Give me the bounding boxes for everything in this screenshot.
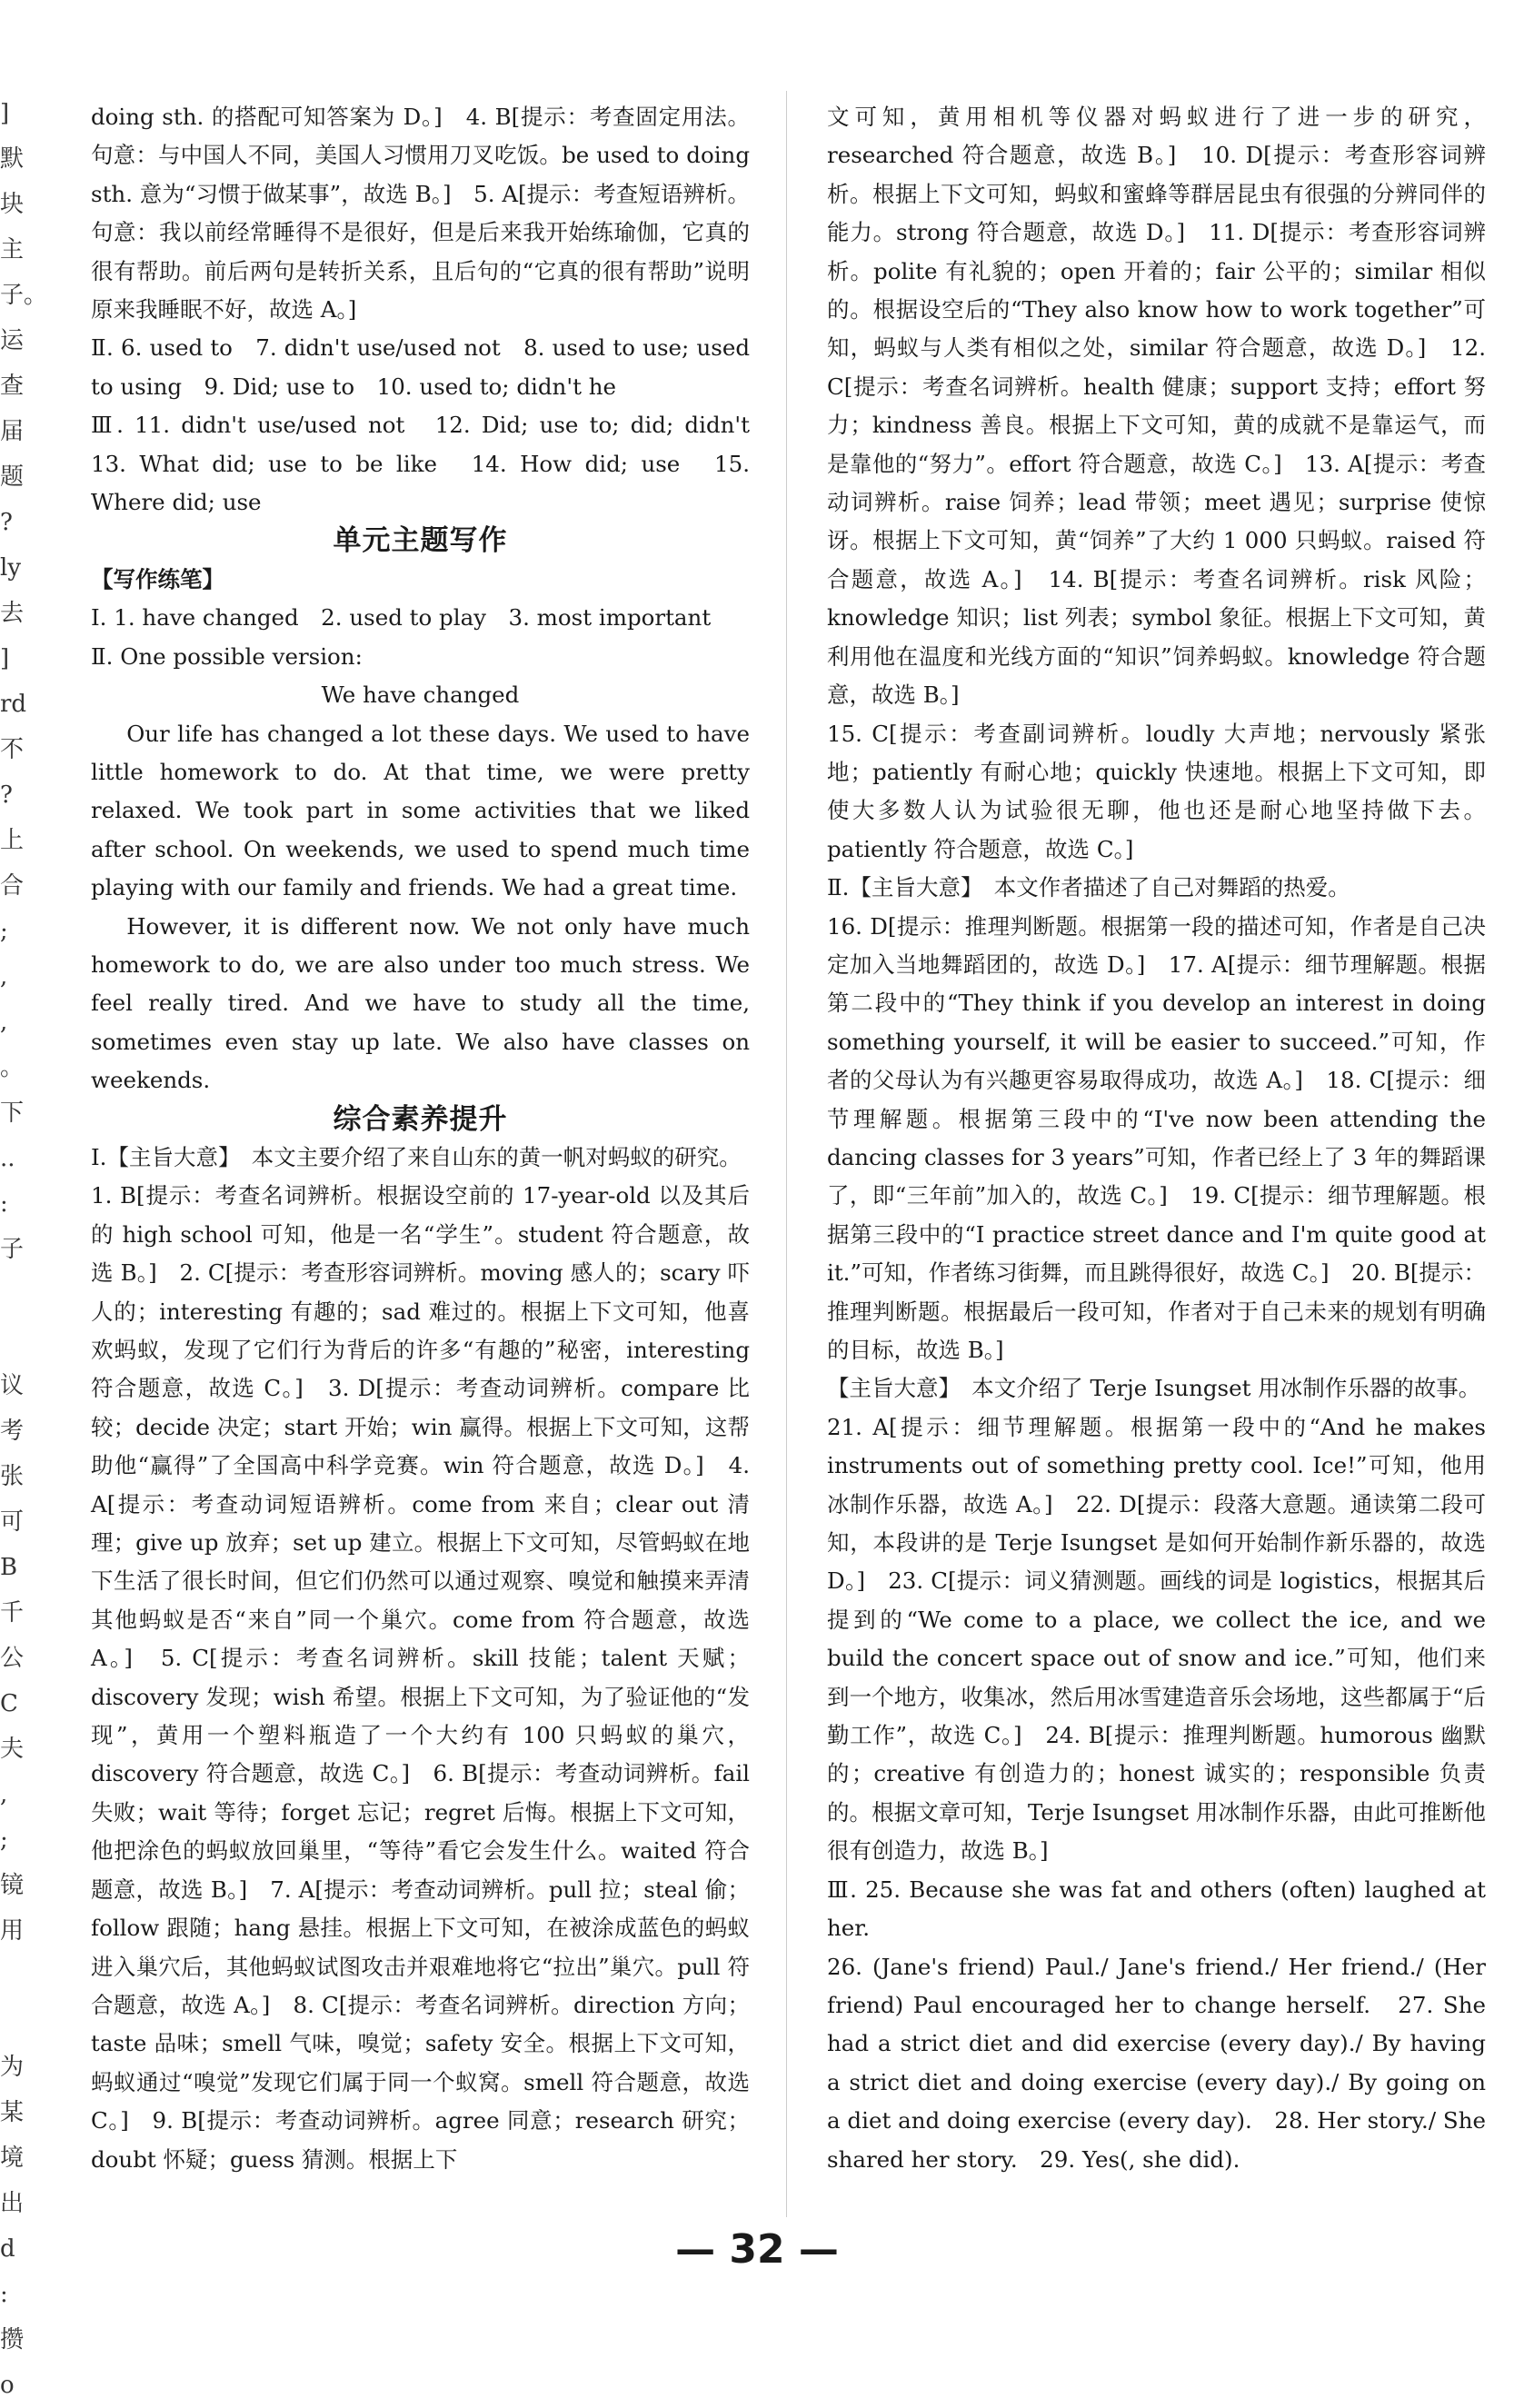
summary-paragraph: Ⅱ.【主旨大意】 本文作者描述了自己对舞蹈的热爱。	[827, 874, 1350, 901]
essay-title: We have changed	[321, 682, 520, 709]
answer-paragraph: Ⅰ. 1. have changed 2. used to play 3. most important	[91, 604, 712, 632]
right-column	[827, 98, 1486, 2179]
answer-paragraph: 16. D[提示：推理判断题。根据第一段的描述可知，作者是自己决定加入当地舞蹈团的，故选 D。] 17. A[提示：细节理解题。根据第二段中的“They think if you develop an interest in doing something yourself, it will be easier to succeed.”可知，作者的父母认为有兴趣更容易取得成功，故选 A。] 18. C[提示：细节理解题。根据第三段中的“I've now been attending the dancing classes for 3 years”可知，作者已经上了 3 年的舞蹈课了，即“三年前”加入的，故选 C。] 19. C[提示：细节理解题。根据第三段中的“I practice street dance and I'm quite good at it.”可知，作者练习街舞，而且跳得很好，故选 C。] 20. B[提示：推理判断题。根据最后一段可知，作者对于自己未来的规划有明确的目标，故选 B。]	[827, 912, 1486, 1363]
answer-paragraph: Ⅱ. 6. used to 7. didn't use/used not 8. used to use; used to using 9. Did; use to 10. used to; didn't he	[91, 334, 750, 400]
answer-paragraph: 26. (Jane's friend) Paul./ Jane's friend./ Her friend./ (Her friend) Paul encouraged her to change herself. 27. She had a strict diet and did exercise (every day)./ By having a strict diet and doing exercise (every day)./ By going on a diet and doing exercise (every day). 28. Her story./ She shared her story. 29. Yes(, she did).	[827, 1953, 1486, 2173]
left-column	[91, 98, 772, 2179]
answer-paragraph: 21. A[提示：细节理解题。根据第一段中的“And he makes instruments out of something pretty cool. Ice!”可知，他用冰制作乐器，故选 A。] 22. D[提示：段落大意题。通读第二段可知，本段讲的是 Terje Isungset 是如何开始制作新乐器的，故选 D。] 23. C[提示：词义猜测题。画线的词是 logistics，根据其后提到的“We come to a place, we collect the ice, and we build the concert space out of snow and ice.”可知，他们来到一个地方，收集冰，然后用冰雪建造音乐会场地，这些都属于“后勤工作”，故选 C。] 24. B[提示：推理判断题。humorous 幽默的；creative 有创造力的；honest 诚实的；responsible 负责的。根据文章可知，Terje Isungset 用冰制作乐器，由此可推断他很有创造力，故选 B。]	[827, 1413, 1486, 1865]
essay-paragraph: Our life has changed a lot these days. We used to have little homework to do. At that time, we were pretty relaxed. We took part in some activities that we liked after school. On weekends, we used to spend much time playing with our family and friends. We had a great time.	[91, 720, 750, 901]
essay-paragraph: However, it is different now. We not only have much homework to do, we are also under too much stress. We feel really tired. And we have to study all the time, sometimes even stay up late. We also have classes on weekends.	[91, 912, 750, 1094]
answer-paragraph: Ⅲ. 25. Because she was fat and others (often) laughed at her.	[827, 1876, 1486, 1942]
page-number: — 32 —	[675, 2226, 839, 2273]
section-heading-writing: 单元主题写作	[333, 524, 508, 558]
answer-paragraph: 1. B[提示：考查名词辨析。根据设空前的 17-year-old 以及其后的 high school 可知，他是一名“学生”。student 符合题意，故选 B。] 2. C[提示：考查形容词辨析。moving 感人的；scary 吓人的；interesting 有趣的；sad 难过的。根据上下文可知，他喜欢蚂蚁，发现了它们行为背后的许多“有趣的”秘密，interesting 符合题意，故选 C。] 3. D[提示：考查动词辨析。compare 比较；decide 决定；start 开始；win 赢得。根据上下文可知，这帮助他“赢得”了全国高中科学竞赛。win 符合题意，故选 D。] 4. A[提示：考查动词短语辨析。come from 来自；clear out 清理；give up 放弃；set up 建立。根据上下文可知，尽管蚂蚁在地下生活了很长时间，但它们仍然可以通过观察、嗅觉和触摸来弄清其他蚂蚁是否“来自”同一个巢穴。come from 符合题意，故选 A。] 5. C[提示：考查名词辨析。skill 技能；talent 天赋；discovery 发现；wish 希望。根据上下文可知，为了验证他的“发现”，黄用一个塑料瓶造了一个大约有 100 只蚂蚁的巢穴，discovery 符合题意，故选 C。] 6. B[提示：考查动词辨析。fail 失败；wait 等待；forget 忘记；regret 后悔。根据上下文可知，他把涂色的蚂蚁放回巢里，“等待”看它会发生什么。waited 符合题意，故选 B。] 7. A[提示：考查动词辨析。pull 拉；steal 偷；follow 跟随；hang 悬挂。根据上下文可知，在被涂成蓝色的蚂蚁进入巢穴后，其他蚂蚁试图攻击并艰难地将它“拉出”巢穴。pull 符合题意，故选 A。] 8. C[提示：考查名词辨析。direction 方向；taste 品味；smell 气味，嗅觉；safety 安全。根据上下文可知，蚂蚁通过“嗅觉”发现它们属于同一个蚁窝。smell 符合题意，故选 C。] 9. B[提示：考查动词辨析。agree 同意；research 研究；doubt 怀疑；guess 猜测。根据上下	[91, 1182, 750, 2173]
left-edge-cutoff-text: ] 默 块 主 子。 运 查 届 题 ? ly 去 ] rd 不 ? 上 合 ; , , 。 下 .. : 子 议 考 张 可 B 千 公 C 夫 , ; 镜 用 为 某 境 出 d : 攒 o	[0, 100, 48, 2399]
answer-paragraph: Ⅱ. One possible version:	[91, 642, 363, 670]
answer-paragraph: 15. C[提示：考查副词辨析。loudly 大声地；nervously 紧张地；patiently 有耐心地；quickly 快速地。根据上下文可知，即使大多数人认为试验很无聊，他也还是耐心地坚持做下去。patiently 符合题意，故选 C。]	[827, 720, 1486, 862]
answer-paragraph: doing sth. 的搭配可知答案为 D。] 4. B[提示：考查固定用法。句意：与中国人不同，美国人习惯用刀叉吃饭。be used to doing sth. 意为“习惯于做某事”，故选 B。] 5. A[提示：考查短语辨析。句意：我以前经常睡得不是很好，但是后来我开始练瑜伽，它真的很有帮助。前后两句是转折关系，且后句的“它真的很有帮助”说明原来我睡眠不好，故选 A。]	[91, 104, 750, 323]
summary-paragraph: 【主旨大意】 本文介绍了 Terje Isungset 用冰制作乐器的故事。	[827, 1375, 1481, 1402]
column-divider	[786, 91, 787, 2217]
subsection-label: 【写作练笔】	[91, 565, 224, 592]
section-heading-literacy: 综合素养提升	[333, 1102, 508, 1136]
answer-paragraph: Ⅲ. 11. didn't use/used not 12. Did; use to; did; didn't 13. What did; use to be like 14. How did; use 15. Where did; use	[91, 412, 772, 516]
answer-paragraph: 文可知，黄用相机等仪器对蚂蚁进行了进一步的研究，researched 符合题意，故选 B。] 10. D[提示：考查形容词辨析。根据上下文可知，蚂蚁和蜜蜂等群居昆虫有很强的分辨同伴的能力。strong 符合题意，故选 D。] 11. D[提示：考查形容词辨析。polite 有礼貌的；open 开着的；fair 公平的；similar 相似的。根据设空后的“They also know how to work together”可知，蚂蚁与人类有相似之处，similar 符合题意，故选 D。] 12. C[提示：考查名词辨析。health 健康；support 支持；effort 努力；kindness 善良。根据上下文可知，黄的成就不是靠运气，而是靠他的“努力”。effort 符合题意，故选 C。] 13. A[提示：考查动词辨析。raise 饲养；lead 带领；meet 遇见；surprise 使惊讶。根据上下文可知，黄“饲养”了大约 1 000 只蚂蚁。raised 符合题意，故选 A。] 14. B[提示：考查名词辨析。risk 风险；knowledge 知识；list 列表；symbol 象征。根据上下文可知，黄利用他在温度和光线方面的“知识”饲养蚂蚁。knowledge 符合题意，故选 B。]	[827, 104, 1486, 709]
summary-paragraph: Ⅰ.【主旨大意】 本文主要介绍了来自山东的黄一帆对蚂蚁的研究。	[91, 1143, 742, 1170]
